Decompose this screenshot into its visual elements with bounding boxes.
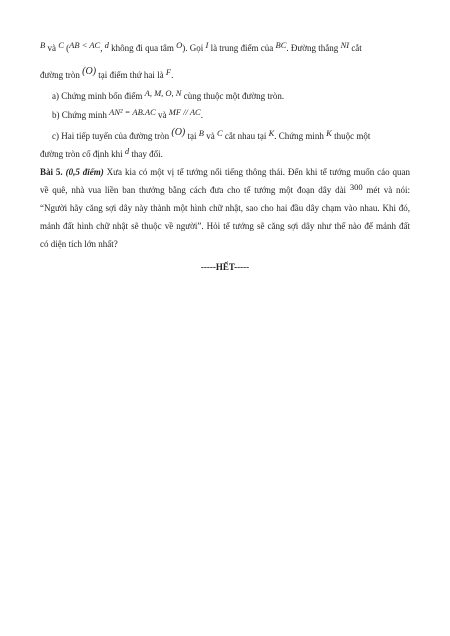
part-c-continued: đường tròn cố định khi d thay đổi. bbox=[40, 146, 163, 159]
math-NI: NI bbox=[340, 40, 350, 50]
math-circle-O: (O) bbox=[171, 127, 186, 138]
math-C: C bbox=[216, 128, 223, 138]
bai5-line-1: Bài 5. (0,5 điểm) Xưa kia có một vị tể tướng nổi tiếng thông thái. Đến khi tể tướng muốn cáo quan bbox=[40, 167, 410, 177]
math-d: d bbox=[102, 40, 109, 50]
math-K: K bbox=[326, 128, 332, 138]
bai5-line-4: mảnh đất hình chữ nhật sẽ thuộc về người”. Hỏi tể tướng sẽ căng sợi dây như thế nào để mảnh đất bbox=[40, 221, 410, 231]
math-B: B bbox=[40, 40, 46, 50]
part-b: b) Chứng minh AN² = AB.AC và MF // AC. bbox=[52, 107, 203, 120]
math-d: d bbox=[124, 146, 130, 156]
math-points: A, M, O, N bbox=[144, 88, 182, 98]
problem-line-2: đường tròn (O) tại điểm thứ hai là F. bbox=[40, 66, 174, 80]
math-F: F bbox=[165, 67, 172, 77]
math-condition: AB < AC bbox=[69, 40, 101, 50]
math-parallel: MF // AC bbox=[168, 107, 201, 117]
math-BC: BC bbox=[275, 40, 287, 50]
bai5-line-3: “Người hãy căng sợi dây này thành một hình chữ nhật, sao cho hai đầu dây chạm vào nhau. Khi đó, bbox=[40, 203, 410, 213]
math-300: 300 bbox=[349, 182, 363, 192]
math-O: O bbox=[176, 40, 183, 50]
math-B: B bbox=[198, 128, 204, 138]
end-marker: -----HẾT----- bbox=[200, 262, 250, 272]
math-circle-O: (O) bbox=[82, 66, 97, 77]
math-I: I bbox=[205, 40, 209, 50]
problem-line-1: B và C (AB < AC, d không đi qua tâm O). Gọi I là trung điểm của BC. Đường thẳng NI cắt bbox=[40, 40, 362, 53]
math-equation: AN² = AB.AC bbox=[109, 107, 156, 117]
bai5-label: Bài 5. bbox=[40, 167, 63, 177]
bai5-points: (0,5 điểm) bbox=[65, 167, 104, 177]
math-K: K bbox=[268, 128, 275, 138]
bai5-line-2: về quê, nhà vua liền ban thưởng bằng cách đưa cho tể tướng một đoạn dây dài 300 mét và nói: bbox=[40, 182, 410, 195]
part-a: a) Chứng minh bốn điểm A, M, O, N cùng thuộc một đường tròn. bbox=[52, 88, 285, 101]
part-c: c) Hai tiếp tuyến của đường tròn (O) tại B và C cắt nhau tại K. Chứng minh K thuộc một bbox=[52, 127, 371, 141]
math-C: C bbox=[58, 40, 64, 50]
bai5-line-5: có diện tích lớn nhất? bbox=[40, 239, 118, 249]
